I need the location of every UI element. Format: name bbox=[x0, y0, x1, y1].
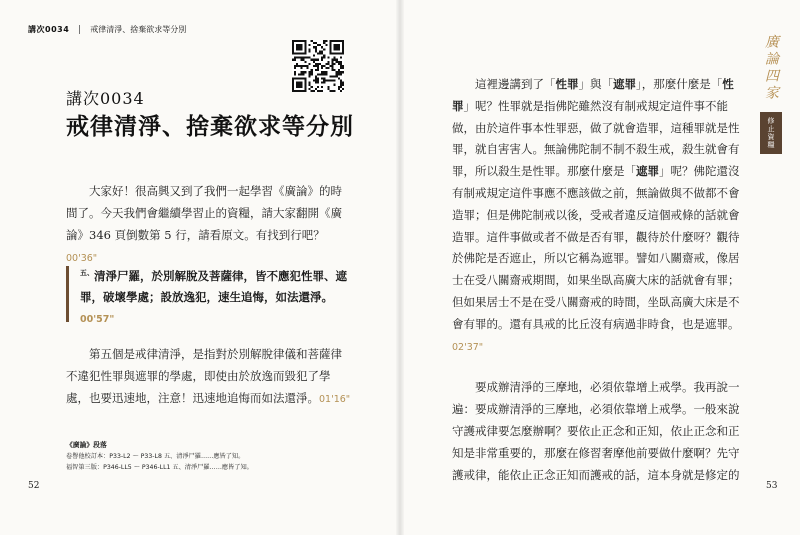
paragraph-fragment: 」與「 bbox=[578, 77, 613, 91]
running-head bbox=[28, 24, 186, 35]
timecode[interactable]: 00'57" bbox=[80, 313, 115, 325]
quote-text: 清淨尸羅，於別解脫及菩薩律，皆不應犯性罪、遮罪，破壞學處；設放逸犯，速生追悔，如法還淨。 bbox=[80, 268, 347, 304]
page-number-left: 52 bbox=[28, 481, 40, 491]
paragraph-fragment: 」呢？佛陀還沒有制戒規定這件事應不應該做之前，無論做與不做都不會造罪；但是佛陀制戒以後，受戒者違反這個戒條的話就會造罪。這件事做或者不做是否有罪，觀待於什麼呀？觀待於佛陀是否遮止，所以它稱為遮罪。譬如八關齋戒，像居士在受八關齋戒期間，如果坐臥高廣大床的話就會有罪；但如果居士不是在受八關齋戒的時間，坐臥高廣大床是不會有罪的。還有具戒的比丘沒有病過非時食，也是遮罪。 bbox=[452, 164, 740, 331]
footnote-title: 《廣論》段落 bbox=[66, 441, 107, 449]
right-body-text bbox=[452, 74, 744, 486]
book-title-calligraphy: 廣論四家 bbox=[763, 34, 779, 102]
chapter-label: 修止資糧 bbox=[767, 117, 775, 149]
chapter-tab bbox=[760, 112, 782, 154]
right-page bbox=[404, 0, 800, 535]
sin-definition-paragraph bbox=[452, 74, 744, 358]
source-footnote bbox=[66, 440, 356, 473]
paragraph-fragment: 」，那麼什麼是「 bbox=[636, 77, 723, 91]
bold-term: 遮罪 bbox=[613, 77, 636, 91]
running-head-lecture-no: 講次0034 bbox=[28, 25, 70, 34]
left-page bbox=[0, 0, 396, 535]
timecode[interactable]: 00'36" bbox=[66, 253, 98, 264]
footnote-line: 福智第三版：P346-LL5 ～ P346-LL1 五、清淨尸羅……應皆了知。 bbox=[66, 464, 253, 471]
bold-term: 性罪 bbox=[452, 77, 734, 113]
explanation-paragraph bbox=[66, 343, 352, 411]
side-brand bbox=[756, 34, 786, 154]
running-head-divider bbox=[79, 25, 80, 34]
lecture-heading: 講次0034 bbox=[66, 89, 145, 108]
page-number-right: 53 bbox=[766, 481, 778, 491]
timecode[interactable]: 02'37" bbox=[452, 341, 484, 353]
footnote-line: 卷譽他校訂本：P33-L2 ～ P33-L8 五、清淨尸羅……應皆了知。 bbox=[66, 453, 245, 460]
lecture-title: 戒律清淨、捨棄欲求等分別 bbox=[66, 113, 354, 140]
intro-paragraph bbox=[66, 180, 352, 270]
bold-term: 性罪 bbox=[555, 77, 579, 91]
paragraph-fragment: 這裡邊講到了「 bbox=[475, 77, 556, 91]
quote-marker: 五、 bbox=[80, 268, 94, 277]
explanation-text: 第五個是戒律清淨，是指對於別解脫律儀和菩薩律不違犯性罪與遮罪的學處，即使由於放逸而毀犯了學處，也要迅速地，注意！迅速地追悔而如法還淨。 bbox=[66, 347, 342, 405]
sin-definition-text bbox=[452, 77, 740, 331]
samadhi-paragraph: 要成辦清淨的三摩地，必須依靠增上戒學。我再說一遍：要成辦清淨的三摩地，必須依靠增上戒學。一般來說守護戒律要怎麼辦啊？要依止正念和正知，依止正念和正知是非常重要的，那麼在修習奢摩他前要做什麼啊？先守護戒律，能依止正念正知而護戒的話，這本身就是修定的 bbox=[452, 380, 740, 482]
quote-bar bbox=[66, 266, 69, 322]
paragraph-fragment: 」呢？性罪就是指佛陀雖然沒有制戒規定這件事不能做，由於這件事本性罪惡，做了就會造罪，這種罪就是性罪，就自害害人。無論佛陀制不制不殺生戒，殺生就會有罪，所以殺生是性罪。那麼什麼是「 bbox=[452, 98, 740, 179]
source-quote bbox=[80, 262, 356, 330]
bold-term: 遮罪 bbox=[636, 164, 659, 179]
timecode[interactable]: 01'16" bbox=[319, 394, 351, 405]
book-gutter bbox=[396, 0, 404, 535]
running-head-title: 戒律清淨、捨棄欲求等分別 bbox=[90, 25, 187, 34]
intro-text: 大家好！很高興又到了我們一起學習《廣論》的時間了。今天我們會繼續學習止的資糧，請大家翻開《廣論》346 頁倒數第 5 行，請看原文。有找到行吧？ bbox=[66, 184, 342, 242]
qr-code-icon[interactable] bbox=[292, 40, 344, 92]
